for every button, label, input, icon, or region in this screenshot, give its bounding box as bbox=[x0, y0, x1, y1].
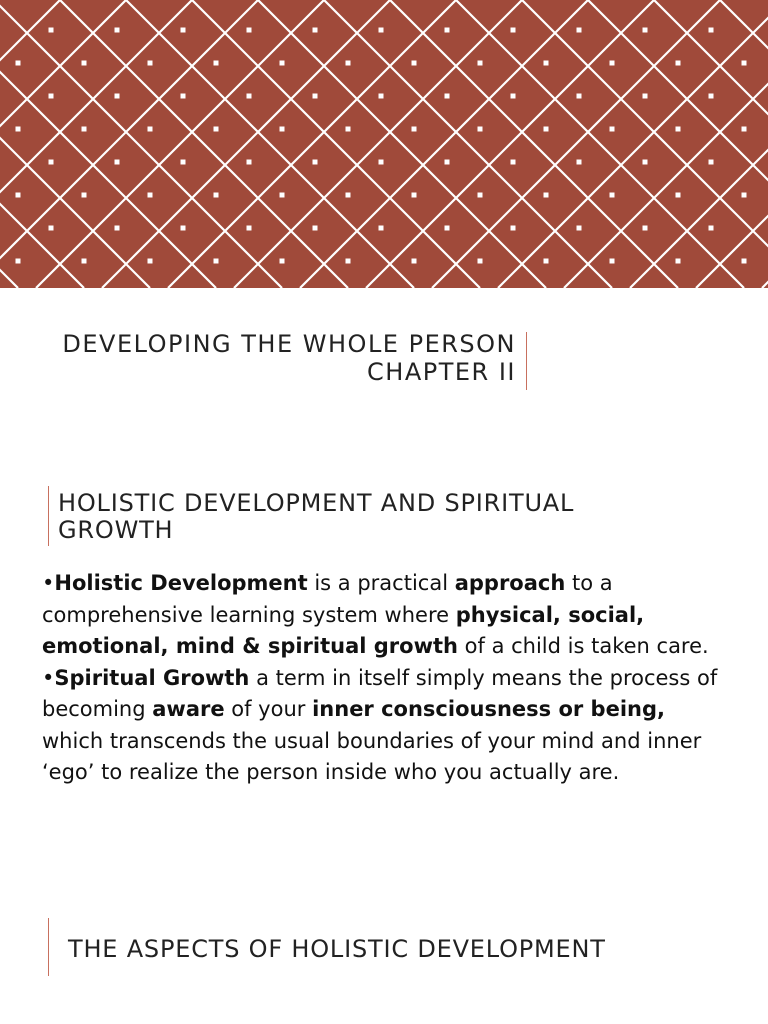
section1-accent-rule bbox=[48, 486, 49, 546]
body-text-run: • bbox=[42, 571, 55, 595]
body-text-run: is a practical bbox=[307, 571, 455, 595]
section2-accent-rule bbox=[48, 918, 49, 976]
diamond-pattern-graphic bbox=[0, 0, 768, 288]
title-accent-rule bbox=[526, 332, 527, 390]
slide-title bbox=[62, 330, 516, 386]
bold-term: aware bbox=[152, 697, 225, 721]
bold-term: inner consciousness or being, bbox=[312, 697, 665, 721]
body-text-run: which transcends the usual boundaries of your mind and inner ‘ego’ to realize the person inside who you actually are. bbox=[42, 728, 702, 784]
body-text-run: a term in itself simply means the process of becoming bbox=[42, 665, 718, 721]
bold-term: approach bbox=[454, 571, 566, 595]
title-line-1: DEVELOPING THE WHOLE PERSON bbox=[62, 330, 516, 358]
section2-heading: THE ASPECTS OF HOLISTIC DEVELOPMENT bbox=[68, 935, 606, 963]
section1-heading: HOLISTIC DEVELOPMENT AND SPIRITUAL GROWTH bbox=[58, 489, 575, 544]
body-text-run: to a comprehensive learning system where bbox=[42, 571, 613, 627]
bold-term: physical, social, emotional, mind & spiritual growth bbox=[42, 602, 645, 658]
body-paragraph bbox=[42, 568, 732, 663]
body-text-run: of a child is taken care. bbox=[457, 634, 709, 658]
body-paragraph bbox=[42, 663, 732, 789]
body-text-run: • bbox=[42, 665, 55, 690]
title-line-2: CHAPTER II bbox=[367, 358, 516, 386]
body-text-run: of your bbox=[224, 697, 313, 721]
bold-term: Spiritual Growth bbox=[54, 665, 250, 690]
patterned-banner bbox=[0, 0, 768, 288]
section1-body bbox=[42, 568, 732, 789]
bold-term: Holistic Development bbox=[54, 571, 308, 595]
